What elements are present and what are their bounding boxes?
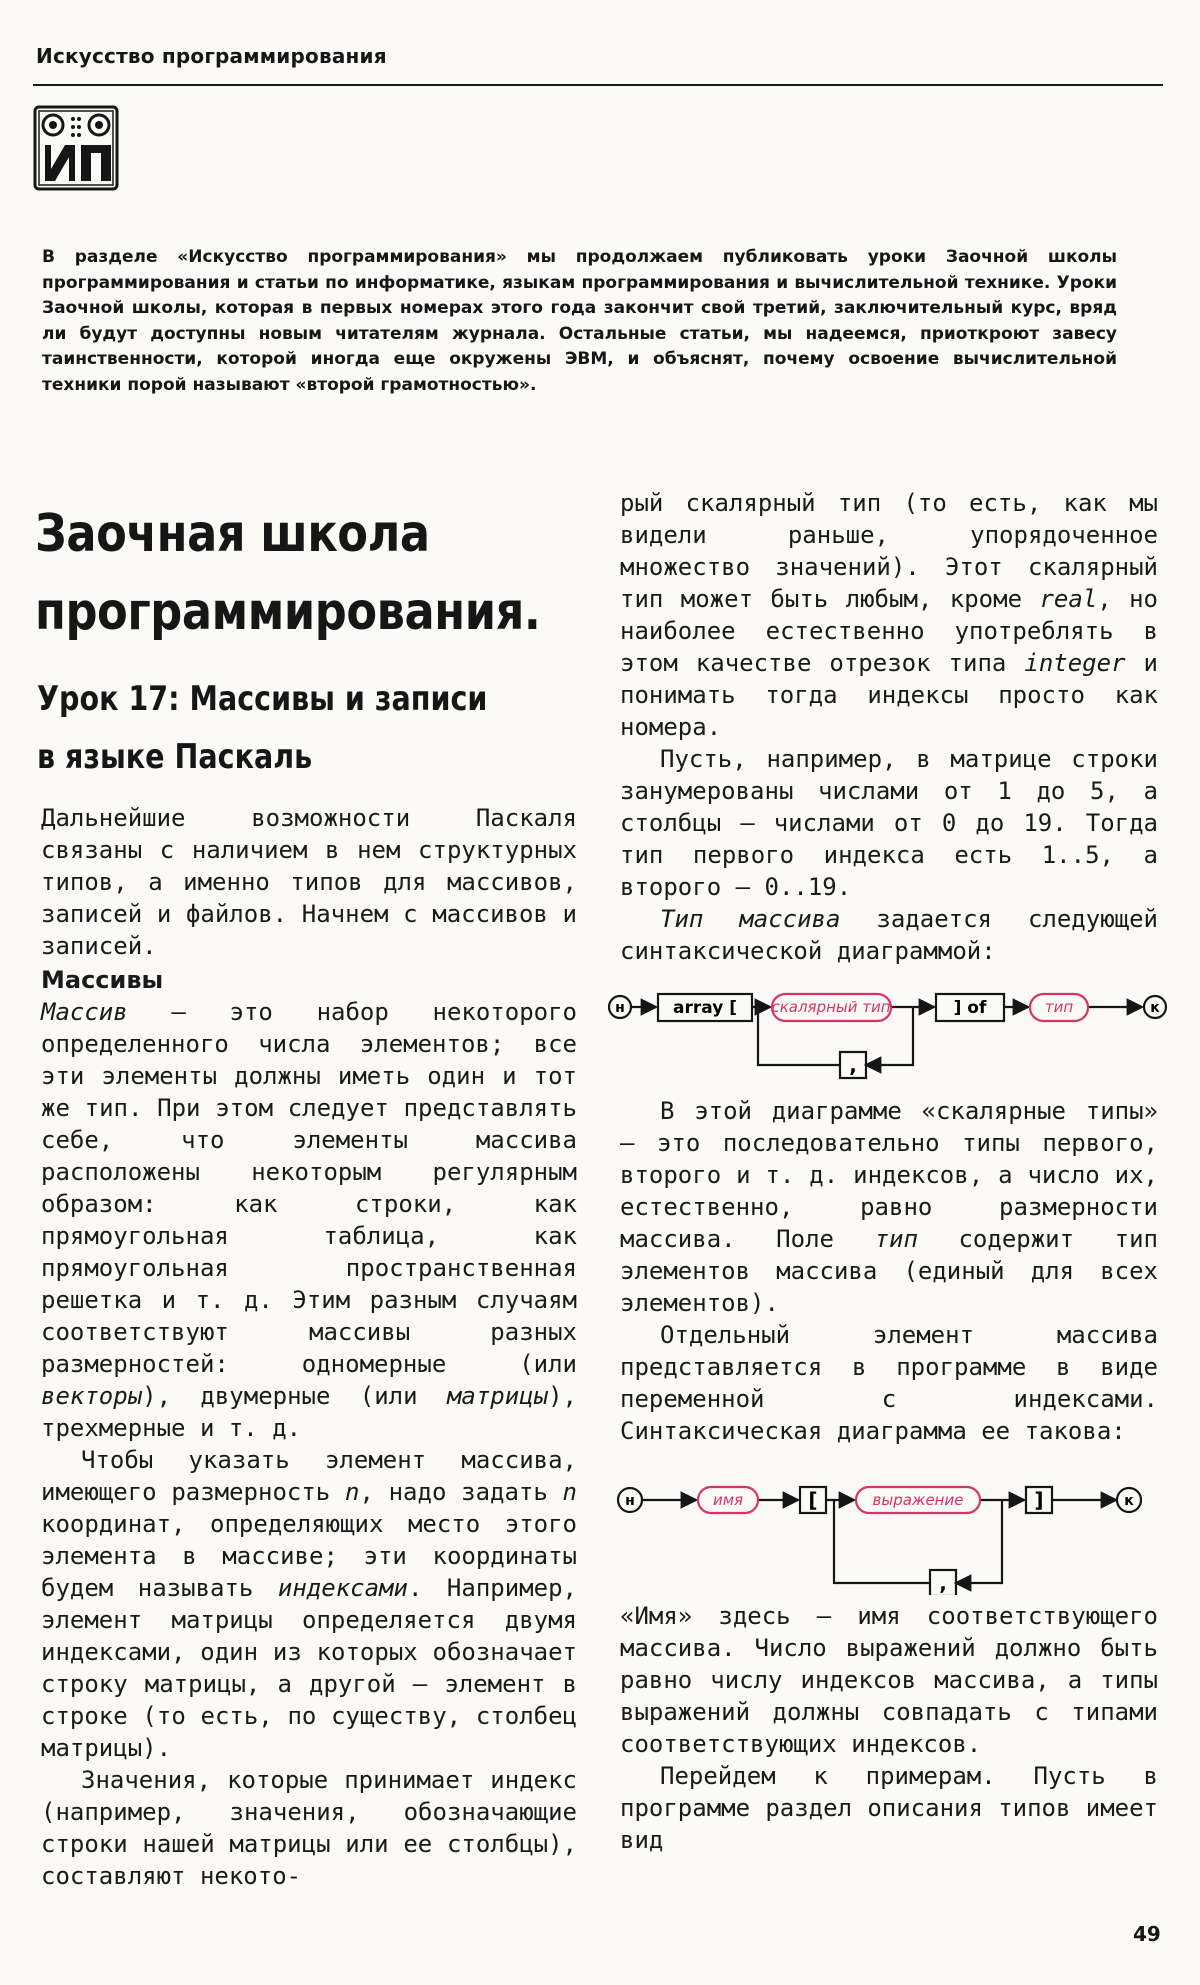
term-array-type: Тип массива — [660, 905, 841, 933]
article-title — [35, 495, 541, 651]
diagram1-of-box: ] of — [953, 998, 987, 1018]
paragraph-diagram-explanation — [620, 1095, 1158, 1319]
text-span: — это набор некоторого определенного числа элементов; все эти элементы должны иметь один и тот же тип. При этом следует представлять себе, что элементы массива расположены некоторым регулярным образом: как строки, как прямоугольная таблица, как прямоугольная пространственная решетка и т. д. Этим разным случаям соответствуют массивы разных размерностей: одномерные (или — [41, 998, 577, 1378]
section-intro: В разделе «Искусство программирования» мы продолжаем публиковать уроки Заочной школы программирования и статьи по информатике, языкам программирования и вычислительной технике. Уроки Заочной школы, которая в первых номерах этого года закончит свой третий, заключительный курс, вряд ли будут доступны новым читателям журнала. Остальные статьи, мы надеемся, приоткроют завесу таинственности, которой иногда еще окружены ЭВМ, и объяснят, почему освоение вычислительной техники порой называют «второй грамотностью». — [42, 247, 1117, 395]
text-span: , но наиболее естественно употреблять в этом качестве отрезок типа — [620, 585, 1159, 677]
title-line-1: Заочная школа — [35, 504, 430, 564]
diagram1-array-box: array [ — [673, 998, 737, 1018]
diagram1-type: тип — [1044, 998, 1074, 1016]
term-matrices: матрицы — [446, 1382, 549, 1410]
paragraph-scalar-type — [620, 487, 1158, 743]
paragraph-name-explanation: «Имя» здесь — имя соответствующего массива. Число выражений должно быть равно числу индексов массива, а типы выражений должны совпадать с типами соответствующих индексов. — [620, 1602, 1158, 1758]
lesson-line-1: Урок 17: Массивы и записи — [37, 679, 488, 719]
right-column-top — [620, 487, 1158, 967]
running-title: Искусство программирования — [36, 44, 387, 68]
diagram2-expression: выражение — [872, 1491, 964, 1509]
text-span: и понимать тогда индексы просто как номера. — [620, 649, 1158, 741]
text-span: координат, определяющих место этого элемента в массиве; эти координаты будем называть — [41, 1510, 577, 1602]
term-type: тип — [874, 1225, 918, 1253]
paragraph-intro: Дальнейшие возможности Паскаля связаны с наличием в нем структурных типов, а именно типов для массивов, записей и файлов. Начнем с массивов и записей. — [41, 804, 577, 960]
diagram2-start-node: н — [625, 1493, 635, 1509]
term-array: Массив — [41, 998, 128, 1026]
left-column — [41, 802, 577, 1892]
text-span: Чтобы указать элемент массива, имеющего размерность — [41, 1446, 577, 1506]
right-column-bottom — [620, 1600, 1158, 1856]
term-integer: integer — [1024, 649, 1126, 677]
diagram2-right-bracket: ] — [1034, 1488, 1044, 1512]
paragraph-index-values: Значения, которые принимает индекс (например, значения, обозначающие строки нашей матрицы или ее столбцы), составляют некото- — [41, 1766, 577, 1890]
paragraph-array-element: Отдельный элемент массива представляется в программе в виде переменной с индексами. Синтаксическая диаграмма ее такова: — [620, 1321, 1158, 1445]
paragraph-examples: Перейдем к примерам. Пусть в программе раздел описания типов имеет вид — [620, 1762, 1158, 1854]
title-line-2: программирования. — [35, 582, 541, 642]
lesson-title — [37, 670, 507, 786]
text-span: В этой диаграмме «скалярные типы» — это последовательно типы первого, второго и т. д. индексов, а число их, естественно, равно размерности массива. Поле — [620, 1097, 1158, 1253]
indexed-variable-syntax-diagram — [608, 1475, 1168, 1595]
diagram1-scalar-type: скалярный тип — [771, 998, 891, 1016]
section-logo-icon — [33, 105, 119, 191]
term-indexes: индексами — [277, 1574, 408, 1602]
text-span: ), трехмерные и т. д. — [41, 1382, 577, 1442]
diagram2-left-bracket: [ — [808, 1488, 818, 1512]
paragraph-array-definition — [41, 996, 577, 1444]
text-span: рый скалярный тип (то есть, как мы видели раньше, упорядоченное множество значений). Этот скалярный тип может быть любым, кроме — [620, 489, 1158, 613]
term-n: n — [562, 1478, 577, 1506]
term-n: n — [344, 1478, 360, 1506]
term-vectors: векторы — [41, 1382, 143, 1410]
diagram1-end-node: к — [1150, 1000, 1160, 1016]
paragraph-array-type — [620, 903, 1158, 967]
lesson-line-2: в языке Паскаль — [37, 737, 313, 777]
diagram2-comma: , — [939, 1571, 947, 1595]
diagram1-comma: , — [849, 1053, 857, 1077]
diagram1-start-node: н — [615, 1000, 625, 1016]
text-span: , надо задать — [359, 1478, 563, 1506]
text-span: задается следующей синтаксической диаграммой: — [620, 905, 1158, 965]
header-rule — [33, 84, 1163, 86]
text-span: ), двумерные (или — [142, 1382, 447, 1410]
paragraph-indexes — [41, 1444, 577, 1764]
section-heading-arrays: Массивы — [41, 966, 164, 994]
diagram2-name: имя — [712, 1491, 744, 1509]
text-span: содержит тип элементов массива (единый для всех элементов). — [620, 1225, 1158, 1317]
text-span: . Например, элемент матрицы определяется двумя индексами, один из которых обозначает строку матрицы, а другой — элемент в строке (то есть, по существу, столбец матрицы). — [41, 1574, 577, 1762]
page-number: 49 — [1133, 1922, 1161, 1946]
diagram2-end-node: к — [1124, 1493, 1134, 1509]
right-column-middle — [620, 1095, 1158, 1447]
term-real: real — [1039, 585, 1098, 613]
array-type-syntax-diagram — [608, 980, 1168, 1100]
paragraph-example-matrix: Пусть, например, в матрице строки занумерованы числами от 1 до 5, а столбцы — числами от 0 до 19. Тогда тип первого индекса есть 1..5, а второго — 0..19. — [620, 745, 1158, 901]
